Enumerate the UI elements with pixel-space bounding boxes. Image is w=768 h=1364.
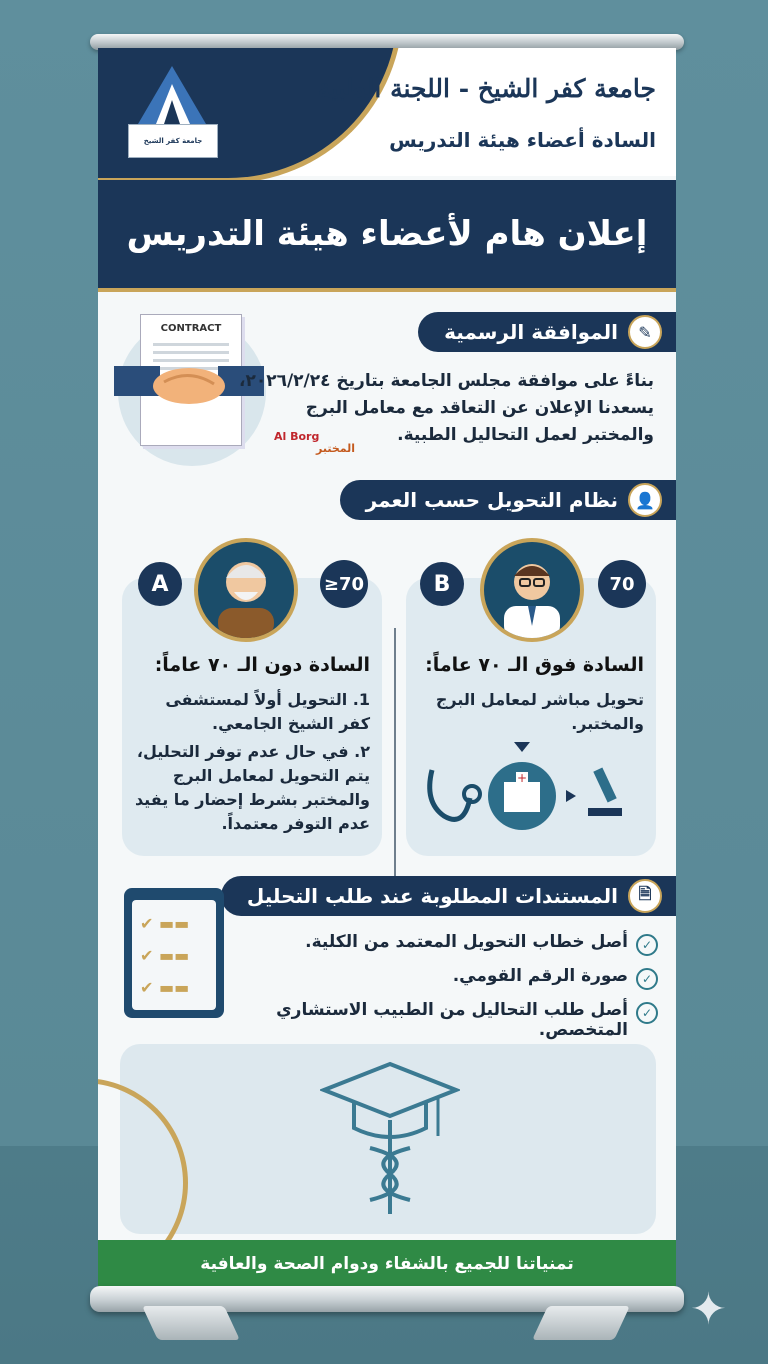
check-icon: ✓ xyxy=(636,968,658,990)
card-a-item-2: ٢. في حال عدم توفر التحليل، يتم التحويل لمعامل البرج والمختبر بشرط إحضار ما يفيد عدم التوفر معتمداً. xyxy=(134,742,370,833)
doctor-avatar xyxy=(480,538,584,642)
page-title: إعلان هام لأعضاء هيئة التدريس xyxy=(126,214,648,254)
card-a-title: السادة دون الـ ٧٠ عاماً: xyxy=(154,654,370,676)
sparkle-icon: ✦ xyxy=(690,1284,727,1335)
university-name: جامعة كفر الشيخ - اللجنة الطبية xyxy=(317,74,656,103)
footer-message: تمنياتنا للجميع بالشفاء ودوام الصحة والعافية xyxy=(200,1254,574,1274)
footer-banner xyxy=(98,1240,676,1288)
medical-graduation-box xyxy=(120,1044,656,1234)
user-icon: 👤 xyxy=(628,483,662,517)
checklist-clipboard-icon: ✔ ▬▬ ✔ ▬▬ ✔ ▬▬ xyxy=(124,888,224,1018)
stand-foot-right xyxy=(532,1306,630,1340)
header xyxy=(98,48,676,176)
check-icon: ✓ xyxy=(636,934,658,956)
section-referral-title: نظام التحويل حسب العمر xyxy=(365,488,618,512)
card-b-age-badge: 70 xyxy=(598,560,646,608)
graduation-caduceus-icon xyxy=(320,1058,460,1218)
card-divider xyxy=(394,628,396,900)
approval-line-1: بناءً على موافقة مجلس الجامعة بتاريخ ٢٠٢٦/٢/٢٤، xyxy=(238,371,654,391)
document-item-3: أصل طلب التحاليل من الطبيب الاستشاري المتخصص. xyxy=(276,1000,628,1040)
card-b-title: السادة فوق الـ ٧٠ عاماً: xyxy=(425,654,644,676)
card-a-badge: A xyxy=(138,562,182,606)
approval-line-2: يسعدنا الإعلان عن التعاقد مع معامل البرج xyxy=(305,398,654,418)
brand-al-mokhtabar: المختبر xyxy=(316,442,356,455)
header-subtitle: السادة أعضاء هيئة التدريس xyxy=(389,128,656,152)
section-approval-header xyxy=(418,312,676,352)
card-b-badge: B xyxy=(420,562,464,606)
referral-flow-icons xyxy=(414,738,650,838)
svg-text:+: + xyxy=(516,771,528,785)
approval-text xyxy=(234,368,654,449)
stand-foot-left xyxy=(142,1306,240,1340)
section-documents-title: المستندات المطلوبة عند طلب التحليل xyxy=(246,884,618,908)
logo-text: جامعة كفر الشيخ xyxy=(128,124,218,158)
document-item-2: صورة الرقم القومي. xyxy=(452,966,628,986)
title-banner xyxy=(98,180,676,292)
section-approval-title: الموافقة الرسمية xyxy=(444,320,618,344)
check-icon: ✓ xyxy=(636,1002,658,1024)
card-b-text: تحويل مباشر لمعامل البرج والمختبر. xyxy=(435,690,644,733)
section-documents-header xyxy=(221,876,676,916)
file-icon: 🗎 xyxy=(628,879,662,913)
card-a-age-badge: ≥70 xyxy=(320,560,368,608)
contract-label: CONTRACT xyxy=(160,323,222,334)
approval-line-3: والمختبر لعمل التحاليل الطبية. xyxy=(397,425,654,445)
university-logo xyxy=(120,62,220,152)
document-item-1: أصل خطاب التحويل المعتمد من الكلية. xyxy=(305,932,628,952)
section-referral-header xyxy=(340,480,676,520)
rollup-banner xyxy=(98,48,676,1288)
elderly-man-avatar xyxy=(194,538,298,642)
brand-al-borg: Al Borg xyxy=(274,430,320,443)
document-icon: ✎ xyxy=(628,315,662,349)
card-a-item-1: 1. التحويل أولاً لمستشفى كفر الشيخ الجامعي. xyxy=(165,690,370,733)
